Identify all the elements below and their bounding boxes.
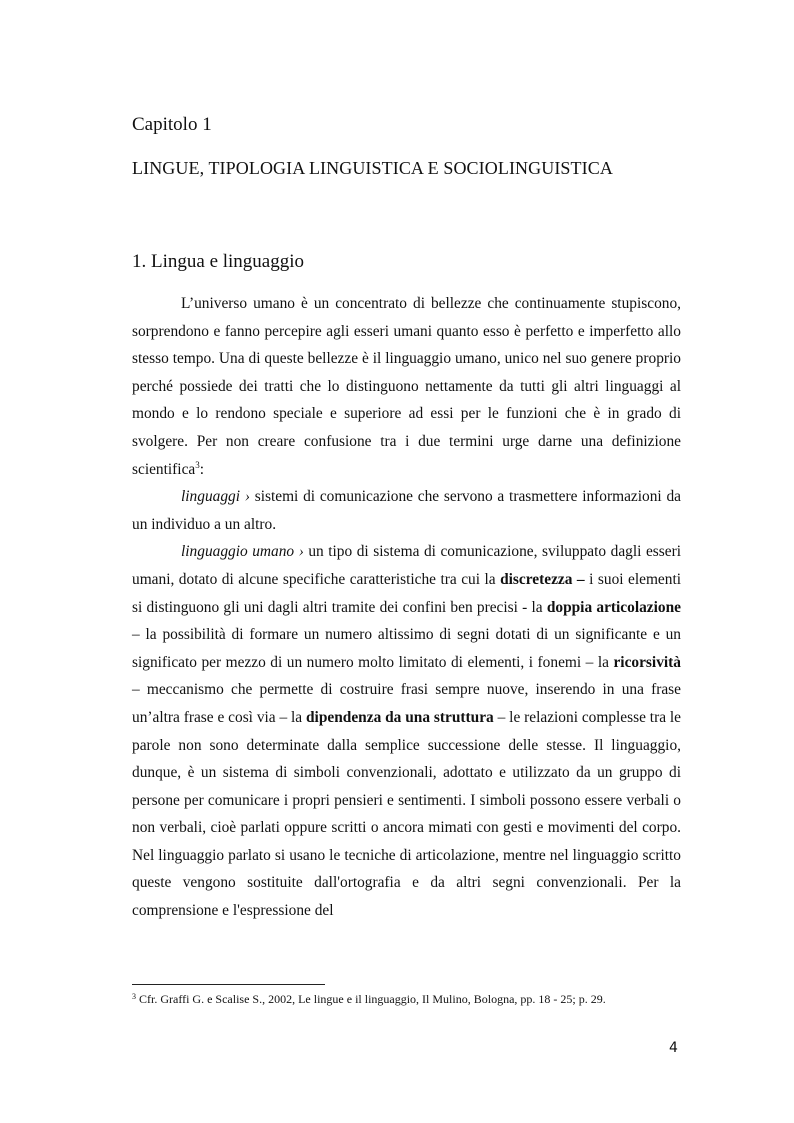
section-heading: 1. Lingua e linguaggio: [132, 251, 305, 272]
definition-text: i suoi elementi si distinguono gli uni dagli altri tramite dei confini ben precisi - la: [132, 570, 682, 616]
definition-text: – la possibilità di formare un numero altissimo di segni dotati di un significante e un significato per mezzo di un numero molto limitato di elementi, i fonemi – la: [132, 626, 681, 671]
paragraph-intro: [132, 290, 681, 483]
definition-linguaggi: [132, 483, 681, 538]
footnote: [132, 992, 606, 1007]
paragraph-intro-text: L’universo umano è un concentrato di bellezze che continuamente stupiscono, sorprendono e fanno percepire agli esseri umani quanto esso è perfetto e imperfetto allo stesso tempo. Una di queste bellezze è il linguaggio umano, unico nel suo genere proprio perché possiede dei tratti che lo distinguono nettamente da tutti gli altri linguaggi al mondo e lo rendono speciale e superiore ad essi per le funzioni che è in grado di svolgere. Per non creare confusione tra i due termini urge darne una definizione scientifica: [132, 295, 681, 478]
page-number: 4: [669, 1040, 678, 1056]
definition-term: linguaggio umano ›: [181, 543, 304, 561]
definition-text: – meccanismo che permette di costruire frasi sempre nuove, inserendo in una frase un’altra frase e così via – la: [132, 681, 681, 726]
definition-linguaggio-umano: [132, 538, 681, 924]
chapter-title: LINGUE, TIPOLOGIA LINGUISTICA E SOCIOLINGUISTICA: [132, 158, 613, 178]
footnote-divider: [132, 984, 325, 985]
chapter-label: Capitolo 1: [132, 114, 212, 135]
key-term-ricorsivita: ricorsività: [613, 653, 681, 671]
definition-text: – le relazioni complesse tra le parole non sono determinate dalla semplice successione delle stesse. Il linguaggio, dunque, è un sistema di simboli convenzionali, adottato e utilizzato da un gruppo di persone per comunicare i propri pensieri e sentimenti. I simboli possono essere verbali o non verbali, cioè parlati oppure scritti o ancora mimati con gesti e movimenti del corpo. Nel linguaggio parlato si usano le tecniche di articolazione, mentre nel linguaggio scritto queste vengono sostituite dall'ortografia e da altri segni convenzionali. Per la comprensione e l'espressione del: [132, 708, 681, 920]
key-term-discretezza: discretezza –: [500, 570, 585, 588]
paragraph-intro-end: :: [199, 460, 205, 478]
definition-text: un tipo di sistema di comunicazione, sviluppato dagli esseri umani, dotato di alcune specifiche caratteristiche tra cui la: [132, 543, 681, 588]
definition-text: sistemi di comunicazione che servono a trasmettere informazioni da un individuo a un altro.: [132, 488, 681, 533]
key-term-doppia-articolazione: doppia articolazione: [546, 598, 682, 616]
key-term-dipendenza-struttura: dipendenza da una struttura: [306, 708, 494, 726]
body-text: [132, 290, 681, 925]
footnote-reference[interactable]: 3: [195, 459, 200, 470]
footnote-text: Cfr. Graffi G. e Scalise S., 2002, Le lingue e il linguaggio, Il Mulino, Bologna, pp. 18 - 25; p. 29.: [136, 992, 606, 1006]
footnote-number: 3: [132, 992, 136, 1001]
definition-term: linguaggi ›: [181, 488, 250, 506]
